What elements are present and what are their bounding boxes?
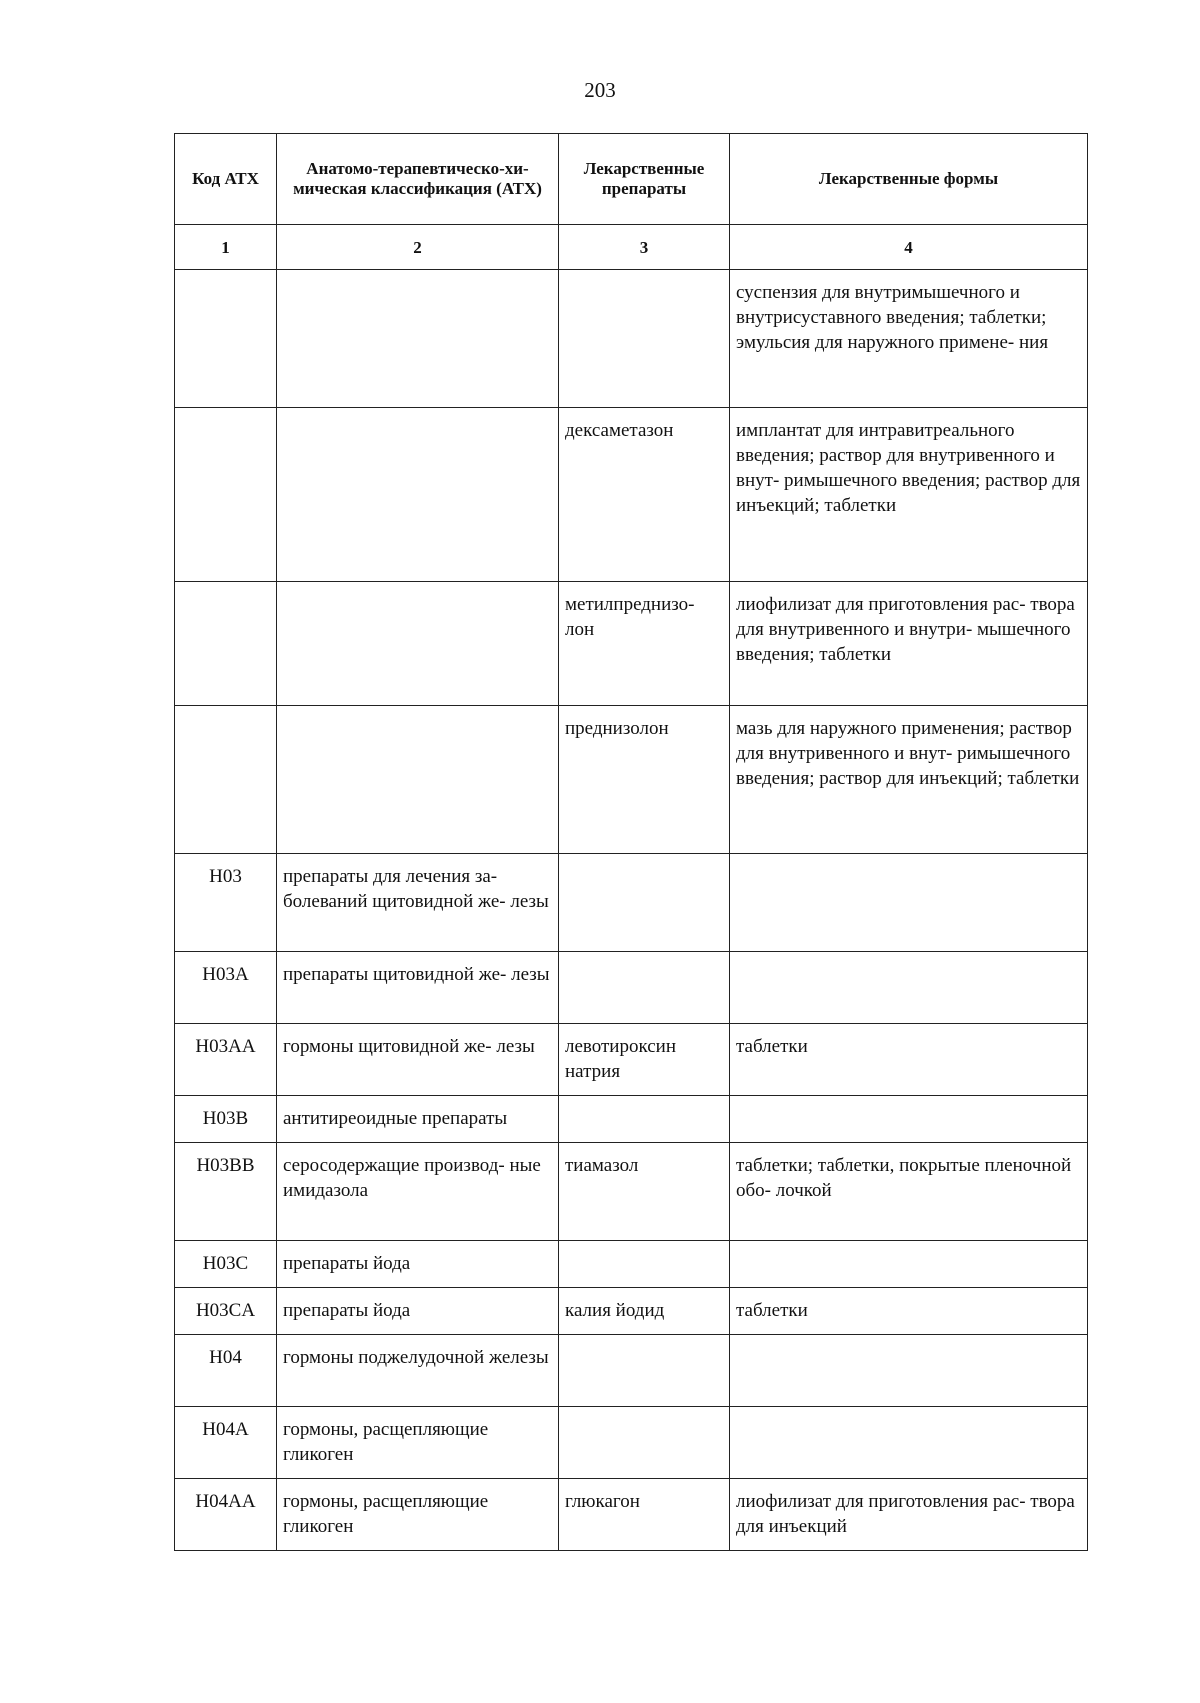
header-forms: Лекарственные формы — [730, 134, 1088, 225]
table-row — [175, 270, 1088, 408]
cell-classification — [277, 408, 559, 582]
column-number: 1 — [175, 225, 277, 270]
cell-drug: левотироксин натрия — [559, 1024, 730, 1096]
table-row — [175, 1407, 1088, 1479]
cell-forms: таблетки — [730, 1024, 1088, 1096]
table-header-row — [175, 134, 1088, 225]
cell-drug: дексаметазон — [559, 408, 730, 582]
column-number: 4 — [730, 225, 1088, 270]
cell-drug — [559, 270, 730, 408]
cell-classification: антитиреоидные препараты — [277, 1096, 559, 1143]
cell-code — [175, 706, 277, 854]
cell-code: H03CA — [175, 1288, 277, 1335]
cell-forms: таблетки — [730, 1288, 1088, 1335]
cell-forms — [730, 1096, 1088, 1143]
cell-classification: гормоны, расщепляющие гликоген — [277, 1407, 559, 1479]
cell-classification — [277, 706, 559, 854]
cell-code: H03C — [175, 1241, 277, 1288]
cell-forms: имплантат для интравитреального введения; раствор для внутривенного и внут- римышечного введения; раствор для инъекций; таблетки — [730, 408, 1088, 582]
header-classification: Анатомо-терапевтическо-хи- мическая классификация (АТХ) — [277, 134, 559, 225]
table-row — [175, 1479, 1088, 1551]
table-row — [175, 1143, 1088, 1241]
cell-forms — [730, 1335, 1088, 1407]
cell-forms: лиофилизат для приготовления рас- твора для инъекций — [730, 1479, 1088, 1551]
cell-classification: препараты для лечения за- болеваний щитовидной же- лезы — [277, 854, 559, 952]
atx-table — [174, 133, 1088, 1551]
table-row — [175, 706, 1088, 854]
cell-classification — [277, 582, 559, 706]
page-number: 203 — [584, 78, 616, 102]
cell-code: H04A — [175, 1407, 277, 1479]
cell-code: H03A — [175, 952, 277, 1024]
cell-forms — [730, 854, 1088, 952]
table-row — [175, 1241, 1088, 1288]
cell-forms: таблетки; таблетки, покрытые пленочной обо- лочкой — [730, 1143, 1088, 1241]
cell-classification: гормоны поджелудочной железы — [277, 1335, 559, 1407]
cell-classification: препараты щитовидной же- лезы — [277, 952, 559, 1024]
table-row — [175, 854, 1088, 952]
cell-drug — [559, 1407, 730, 1479]
cell-classification: препараты йода — [277, 1288, 559, 1335]
cell-code: H03BB — [175, 1143, 277, 1241]
table-row — [175, 1335, 1088, 1407]
cell-classification: серосодержащие производ- ные имидазола — [277, 1143, 559, 1241]
table-row — [175, 1096, 1088, 1143]
cell-code: H04 — [175, 1335, 277, 1407]
table-row — [175, 1288, 1088, 1335]
cell-classification — [277, 270, 559, 408]
cell-drug: метилпреднизо- лон — [559, 582, 730, 706]
cell-forms: суспензия для внутримышечного и внутрисуставного введения; таблетки; эмульсия для наружного примене- ния — [730, 270, 1088, 408]
table-row — [175, 408, 1088, 582]
cell-drug — [559, 1096, 730, 1143]
cell-classification: препараты йода — [277, 1241, 559, 1288]
cell-forms: лиофилизат для приготовления рас- твора для внутривенного и внутри- мышечного введения; таблетки — [730, 582, 1088, 706]
cell-forms — [730, 1241, 1088, 1288]
cell-forms: мазь для наружного применения; раствор для внутривенного и внут- римышечного введения; раствор для инъекций; таблетки — [730, 706, 1088, 854]
cell-code — [175, 582, 277, 706]
column-number: 2 — [277, 225, 559, 270]
cell-code: H04AA — [175, 1479, 277, 1551]
cell-code — [175, 270, 277, 408]
cell-forms — [730, 1407, 1088, 1479]
table-row — [175, 582, 1088, 706]
cell-code: H03 — [175, 854, 277, 952]
cell-code — [175, 408, 277, 582]
header-drugs: Лекарственные препараты — [559, 134, 730, 225]
column-number: 3 — [559, 225, 730, 270]
cell-drug: калия йодид — [559, 1288, 730, 1335]
table-row — [175, 1024, 1088, 1096]
cell-drug — [559, 952, 730, 1024]
header-code: Код АТХ — [175, 134, 277, 225]
cell-drug: глюкагон — [559, 1479, 730, 1551]
cell-code: H03B — [175, 1096, 277, 1143]
cell-classification: гормоны щитовидной же- лезы — [277, 1024, 559, 1096]
cell-code: H03AA — [175, 1024, 277, 1096]
column-numbers-row — [175, 225, 1088, 270]
cell-drug: тиамазол — [559, 1143, 730, 1241]
cell-drug — [559, 854, 730, 952]
cell-forms — [730, 952, 1088, 1024]
cell-drug — [559, 1241, 730, 1288]
cell-classification: гормоны, расщепляющие гликоген — [277, 1479, 559, 1551]
table-row — [175, 952, 1088, 1024]
cell-drug: преднизолон — [559, 706, 730, 854]
cell-drug — [559, 1335, 730, 1407]
